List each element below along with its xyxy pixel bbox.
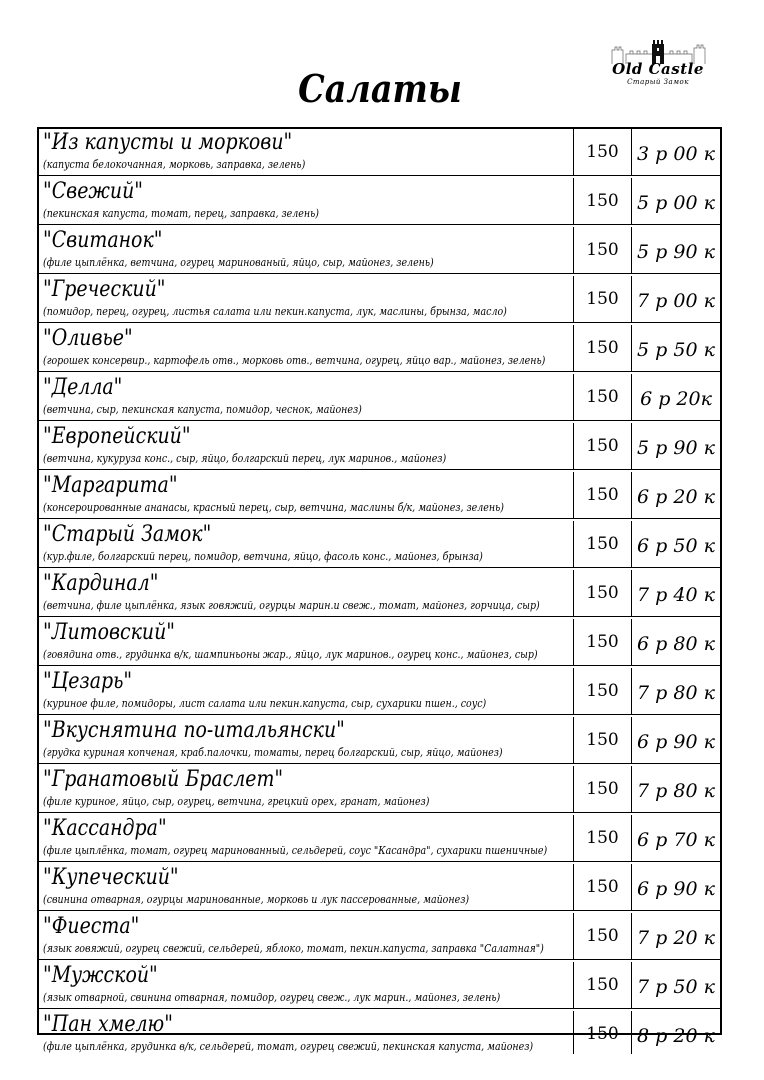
dish-name: "Свитанок"	[43, 228, 163, 253]
dish-name: "Фиеста"	[43, 914, 140, 939]
dish-name: "Купеческий"	[43, 865, 179, 890]
dish-price: 5 р 50 к	[637, 339, 715, 361]
dish-price: 7 р 40 к	[637, 584, 715, 606]
dish-description: (филе куриное, яйцо, сыр, огурец, ветчина, грецкий орех, гранат, майонез)	[43, 795, 430, 808]
dish-cell	[39, 178, 574, 224]
dish-name: "Мужской"	[43, 963, 158, 988]
menu-row	[39, 962, 720, 1009]
dish-price: 6 р 90 к	[637, 878, 715, 900]
dish-cell	[39, 374, 574, 420]
dish-description: (язык отварной, свинина отварная, помидор, огурец свеж., лук марин., майонез, зелень)	[43, 991, 501, 1004]
dish-price: 6 р 50 к	[637, 535, 715, 557]
dish-cell	[39, 619, 574, 665]
dish-weight: 150	[574, 276, 632, 322]
dish-price: 7 р 50 к	[637, 976, 715, 998]
dish-description: (грудка куриная копченая, краб.палочки, томаты, перец болгарский, сыр, яйцо, майонез)	[43, 746, 503, 759]
dish-price: 3 р 00 к	[637, 143, 715, 165]
dish-weight: 150	[574, 570, 632, 616]
dish-price: 6 р 70 к	[637, 829, 715, 851]
dish-weight: 150	[574, 1011, 632, 1054]
menu-row	[39, 374, 720, 421]
dish-name: "Гранатовый Браслет"	[43, 767, 284, 792]
dish-weight: 150	[574, 129, 632, 175]
dish-cell	[39, 766, 574, 812]
dish-weight: 150	[574, 717, 632, 763]
menu-row	[39, 1011, 720, 1054]
menu-row	[39, 325, 720, 372]
dish-name: "Кардинал"	[43, 571, 159, 596]
menu-row	[39, 864, 720, 911]
dish-cell	[39, 864, 574, 910]
dish-cell	[39, 815, 574, 861]
dish-description: (ветчина, филе цыплёнка, язык говяжий, огурцы марин.и свеж., томат, майонез, горчица, сыр)	[43, 599, 540, 612]
dish-description: (филе цыплёнка, грудинка в/к, сельдерей, томат, огурец свежий, пекинская капуста, майонез)	[43, 1040, 534, 1053]
dish-price: 6 р 80 к	[637, 633, 715, 655]
dish-price: 8 р 20 к	[637, 1025, 715, 1047]
menu-row	[39, 717, 720, 764]
old-castle-logo	[604, 36, 712, 92]
dish-description: (пекинская капуста, томат, перец, заправка, зелень)	[43, 207, 319, 220]
dish-price: 6 р 20к	[640, 388, 712, 410]
dish-name: "Греческий"	[43, 277, 166, 302]
dish-description: (филе цыплёнка, ветчина, огурец маринованый, яйцо, сыр, майонез, зелень)	[43, 256, 434, 269]
dish-cell	[39, 129, 574, 175]
dish-name: "Маргарита"	[43, 473, 178, 498]
menu-row	[39, 129, 720, 176]
dish-price: 7 р 80 к	[637, 780, 715, 802]
dish-name: "Делла"	[43, 375, 123, 400]
dish-cell	[39, 913, 574, 959]
dish-description: (свинина отварная, огурцы маринованные, морковь и лук пассерованные, майонез)	[43, 893, 470, 906]
dish-description: (горошек консервир., картофель отв., морковь отв., ветчина, огурец, яйцо вар., майонез, зелень)	[43, 354, 546, 367]
menu-row	[39, 423, 720, 470]
dish-cell	[39, 227, 574, 273]
dish-weight: 150	[574, 227, 632, 273]
dish-price: 7 р 00 к	[637, 290, 715, 312]
dish-cell	[39, 472, 574, 518]
dish-weight: 150	[574, 325, 632, 371]
dish-weight: 150	[574, 815, 632, 861]
dish-price: 5 р 90 к	[637, 437, 715, 459]
menu-row	[39, 276, 720, 323]
dish-name: "Вкуснятина по-итальянски"	[43, 718, 345, 743]
dish-cell	[39, 962, 574, 1008]
dish-description: (куриное филе, помидоры, лист салата или пекин.капуста, сыр, сухарики пшен., соус)	[43, 697, 487, 710]
dish-cell	[39, 325, 574, 371]
dish-cell	[39, 1011, 574, 1054]
menu-row	[39, 472, 720, 519]
dish-name: "Цезарь"	[43, 669, 133, 694]
dish-weight: 150	[574, 521, 632, 567]
menu-row	[39, 913, 720, 960]
dish-cell	[39, 521, 574, 567]
dish-cell	[39, 570, 574, 616]
dish-description: (ветчина, сыр, пекинская капуста, помидор, чеснок, майонез)	[43, 403, 362, 416]
dish-price: 5 р 90 к	[637, 241, 715, 263]
dish-name: "Пан хмелю"	[43, 1012, 173, 1037]
dish-weight: 150	[574, 864, 632, 910]
dish-description: (филе цыплёнка, томат, огурец маринованный, сельдерей, соус "Касандра", сухарики пшеничные)	[43, 844, 548, 857]
dish-weight: 150	[574, 913, 632, 959]
menu-row	[39, 178, 720, 225]
menu-row	[39, 766, 720, 813]
dish-name: "Литовский"	[43, 620, 175, 645]
menu-row	[39, 815, 720, 862]
dish-price: 6 р 20 к	[637, 486, 715, 508]
dish-weight: 150	[574, 423, 632, 469]
dish-description: (консероированные ананасы, красный перец, сыр, ветчина, маслины б/к, майонез, зелень)	[43, 501, 504, 514]
dish-description: (кур.филе, болгарский перец, помидор, ветчина, яйцо, фасоль конс., майонез, брынза)	[43, 550, 483, 563]
menu-row	[39, 570, 720, 617]
menu-row	[39, 521, 720, 568]
dish-description: (капуста белокочанная, морковь, заправка, зелень)	[43, 158, 306, 171]
dish-name: "Кассандра"	[43, 816, 167, 841]
dish-weight: 150	[574, 766, 632, 812]
menu-row	[39, 227, 720, 274]
dish-price: 7 р 20 к	[637, 927, 715, 949]
menu-row	[39, 619, 720, 666]
logo-subtitle: Старый Замок	[627, 78, 689, 86]
dish-price: 6 р 90 к	[637, 731, 715, 753]
dish-name: "Европейский"	[43, 424, 191, 449]
dish-cell	[39, 276, 574, 322]
dish-price: 5 р 00 к	[637, 192, 715, 214]
dish-description: (язык говяжий, огурец свежий, сельдерей, яблоко, томат, пекин.капуста, заправка "Салатная")	[43, 942, 544, 955]
dish-weight: 150	[574, 619, 632, 665]
dish-weight: 150	[574, 472, 632, 518]
salad-menu-table	[37, 127, 722, 1053]
dish-name: "Свежий"	[43, 179, 143, 204]
dish-description: (ветчина, кукуруза конс., сыр, яйцо, болгарский перец, лук маринов., майонез)	[43, 452, 447, 465]
dish-name: "Старый Замок"	[43, 522, 212, 547]
logo-name: Old Castle	[612, 60, 704, 78]
dish-price: 7 р 80 к	[637, 682, 715, 704]
dish-name: "Из капусты и моркови"	[43, 130, 293, 155]
dish-weight: 150	[574, 178, 632, 224]
dish-weight: 150	[574, 962, 632, 1008]
dish-cell	[39, 717, 574, 763]
dish-name: "Оливье"	[43, 326, 133, 351]
page-title: Салаты	[298, 66, 462, 111]
dish-description: (говядина отв., грудинка в/к, шампиньоны жар., яйцо, лук маринов., огурец конс., майонез, сыр)	[43, 648, 538, 661]
dish-cell	[39, 423, 574, 469]
dish-weight: 150	[574, 374, 632, 420]
menu-row	[39, 668, 720, 715]
dish-cell	[39, 668, 574, 714]
dish-description: (помидор, перец, огурец, листья салата или пекин.капуста, лук, маслины, брынза, масло)	[43, 305, 507, 318]
dish-weight: 150	[574, 668, 632, 714]
